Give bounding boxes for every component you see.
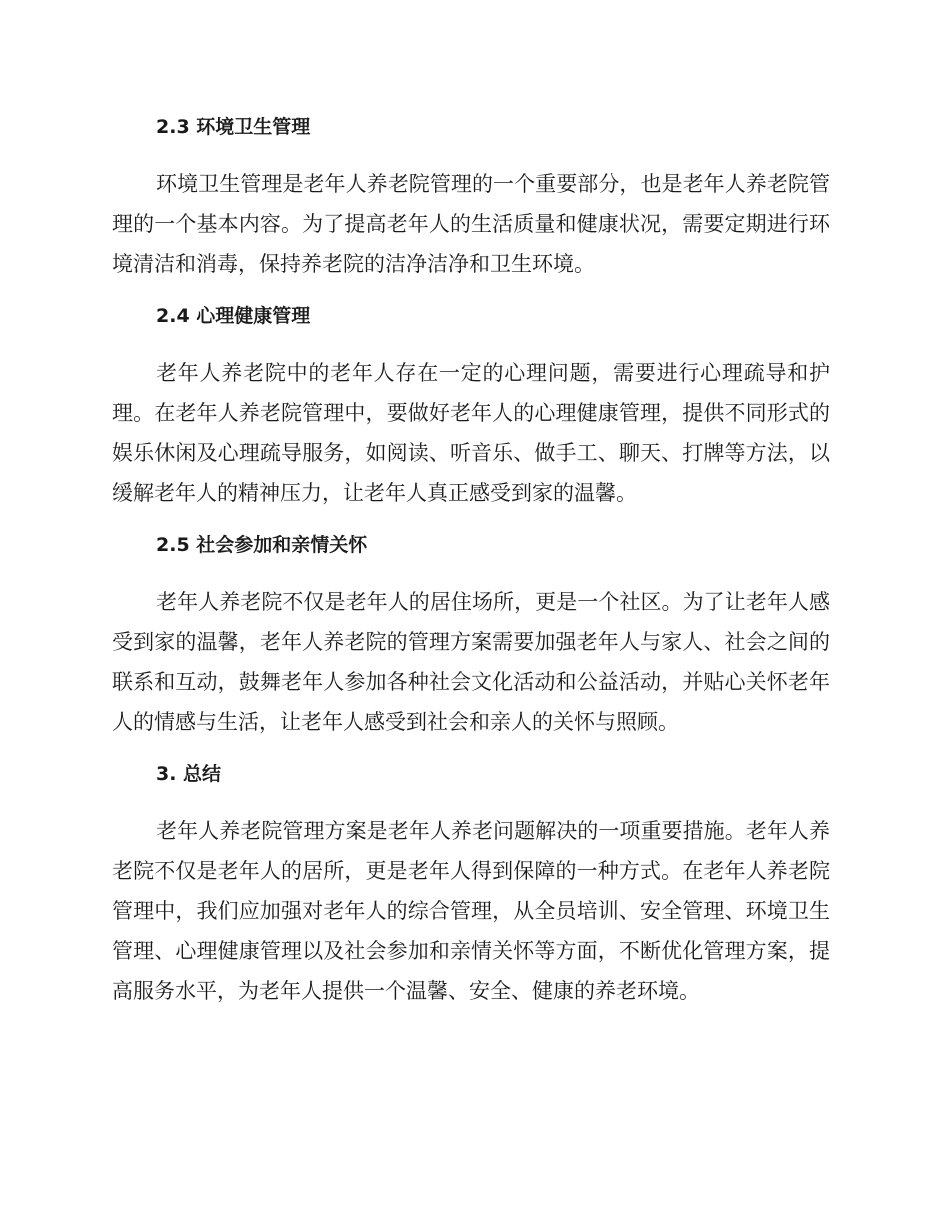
section-body-2-4: 老年人养老院中的老年人存在一定的心理问题，需要进行心理疏导和护理。在老年人养老院管理中，要做好老年人的心理健康管理，提供不同形式的娱乐休闲及心理疏导服务，如阅读、听音乐、做手工、聊天、打牌等方法，以缓解老年人的精神压力，让老年人真正感受到家的温馨。 — [112, 361, 830, 505]
document-content — [112, 110, 830, 1026]
section-body-2-5: 老年人养老院不仅是老年人的居住场所，更是一个社区。为了让老年人感受到家的温馨，老年人养老院的管理方案需要加强老年人与家人、社会之间的联系和互动，鼓舞老年人参加各种社会文化活动和公益活动，并贴心关怀老年人的情感与生活，让老年人感受到社会和亲人的关怀与照顾。 — [112, 590, 830, 734]
section-heading-2-3: 2.3 环境卫生管理 — [156, 116, 311, 138]
section-heading-3: 3. 总结 — [156, 763, 222, 785]
section-heading-2-5: 2.5 社会参加和亲情关怀 — [156, 534, 368, 556]
section-heading-2-4: 2.4 心理健康管理 — [156, 305, 311, 327]
section-body-3: 老年人养老院管理方案是老年人养老问题解决的一项重要措施。老年人养老院不仅是老年人的居所，更是老年人得到保障的一种方式。在老年人养老院管理中，我们应加强对老年人的综合管理，从全员培训、安全管理、环境卫生管理、心理健康管理以及社会参加和亲情关怀等方面，不断优化管理方案，提高服务水平，为老年人提供一个温馨、安全、健康的养老环境。 — [112, 819, 830, 1003]
section-body-2-3: 环境卫生管理是老年人养老院管理的一个重要部分，也是老年人养老院管理的一个基本内容。为了提高老年人的生活质量和健康状况，需要定期进行环境清洁和消毒，保持养老院的洁净洁净和卫生环境。 — [112, 172, 830, 276]
